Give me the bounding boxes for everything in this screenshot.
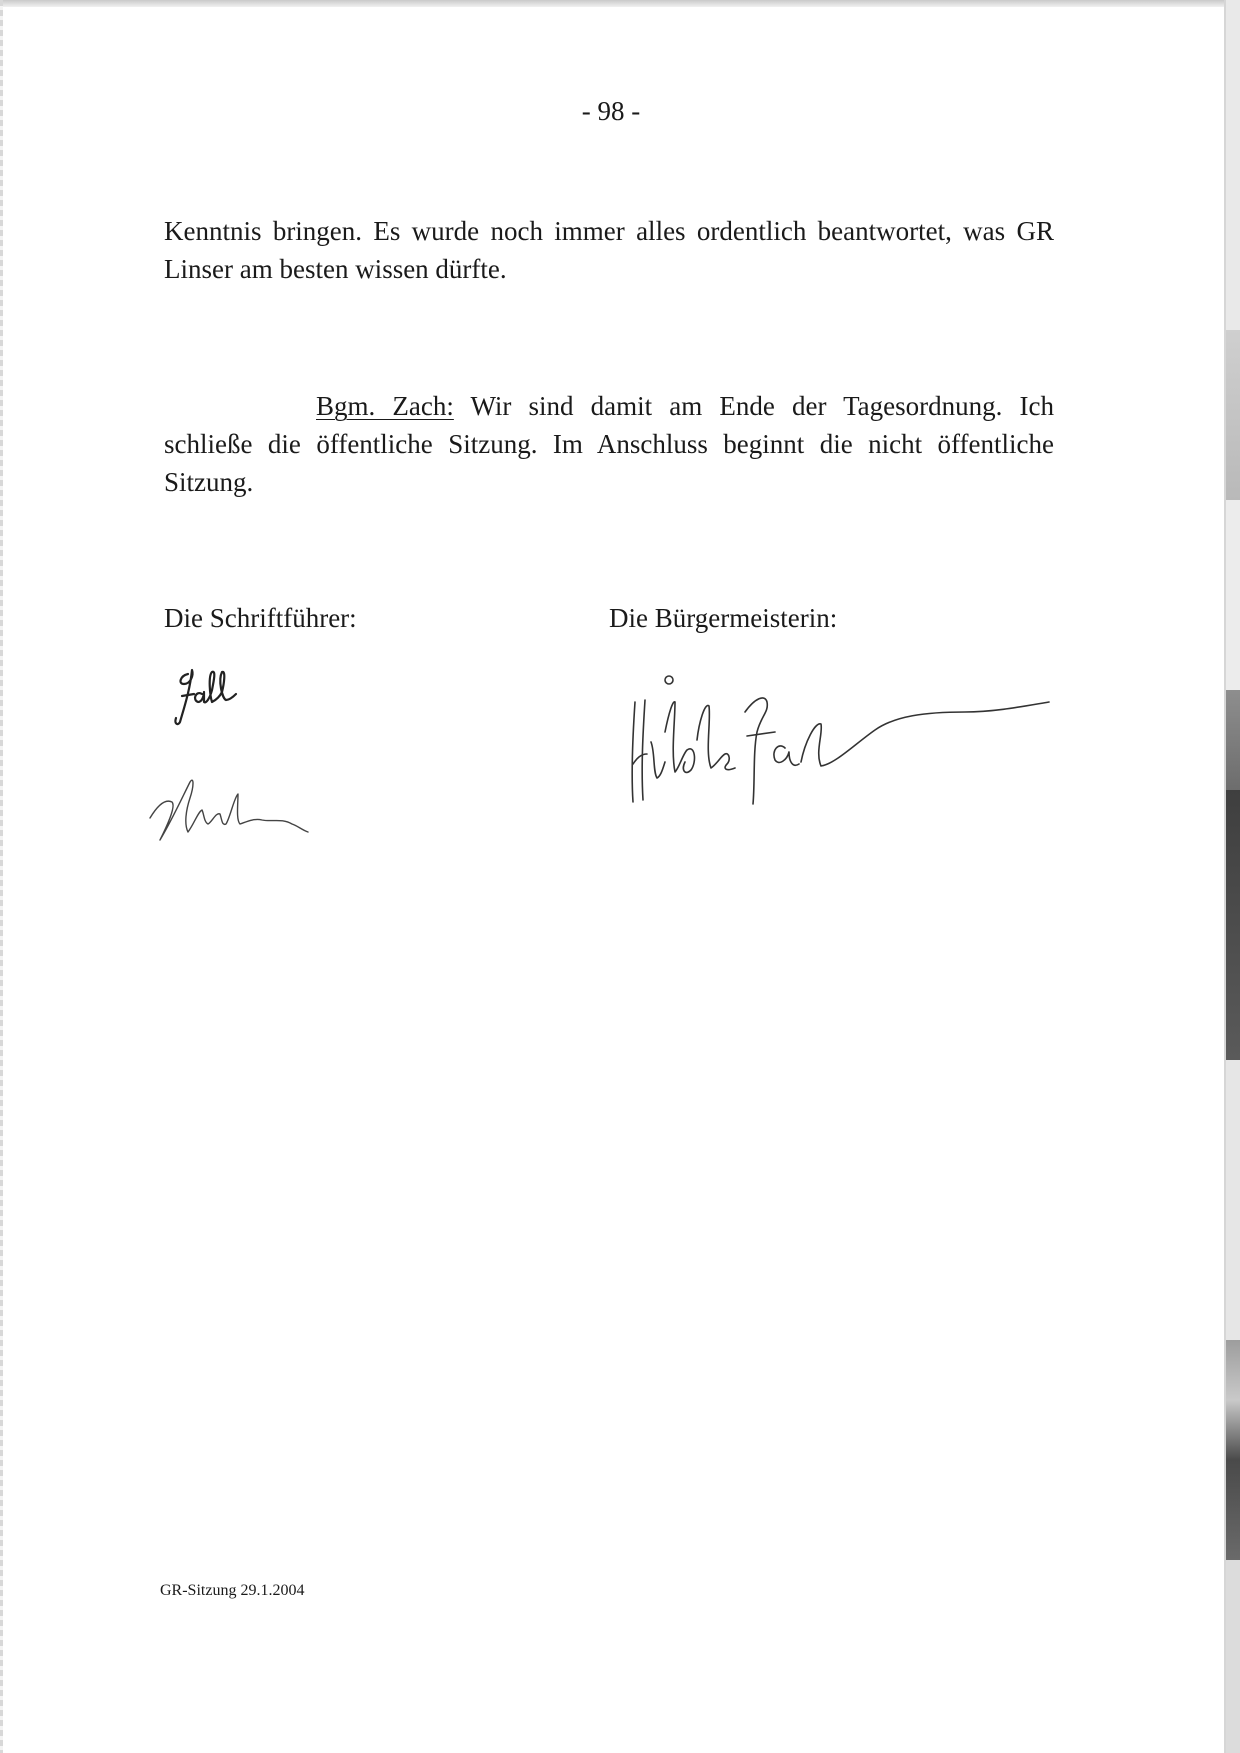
secretary-signature-2 xyxy=(142,768,332,848)
closing-statement: Wir sind damit am Ende der Tagesordnung. Ich schließe die öffentliche Sitzung. Im Anschluss beginnt die nicht öffentliche Sitzung. xyxy=(164,391,1054,497)
scan-border-right xyxy=(1226,0,1240,1753)
speaker-name: Bgm. Zach: xyxy=(316,391,454,421)
mayor-signature xyxy=(625,672,1055,812)
page-number: - 98 - xyxy=(581,96,641,126)
scan-border-top xyxy=(0,0,1240,7)
mayor-label: Die Bürgermeisterin: xyxy=(609,603,838,633)
secretary-signature-1 xyxy=(172,660,252,730)
footer-session-date: GR-Sitzung 29.1.2004 xyxy=(160,1582,305,1599)
secretary-label: Die Schriftführer: xyxy=(164,603,357,633)
paragraph-closing xyxy=(164,387,1054,501)
paragraph-continuation: Kenntnis bringen. Es wurde noch immer alles ordentlich beantwortet, was GR Linser am besten wissen dürfte. xyxy=(164,216,1054,284)
scan-border-left xyxy=(0,0,3,1753)
